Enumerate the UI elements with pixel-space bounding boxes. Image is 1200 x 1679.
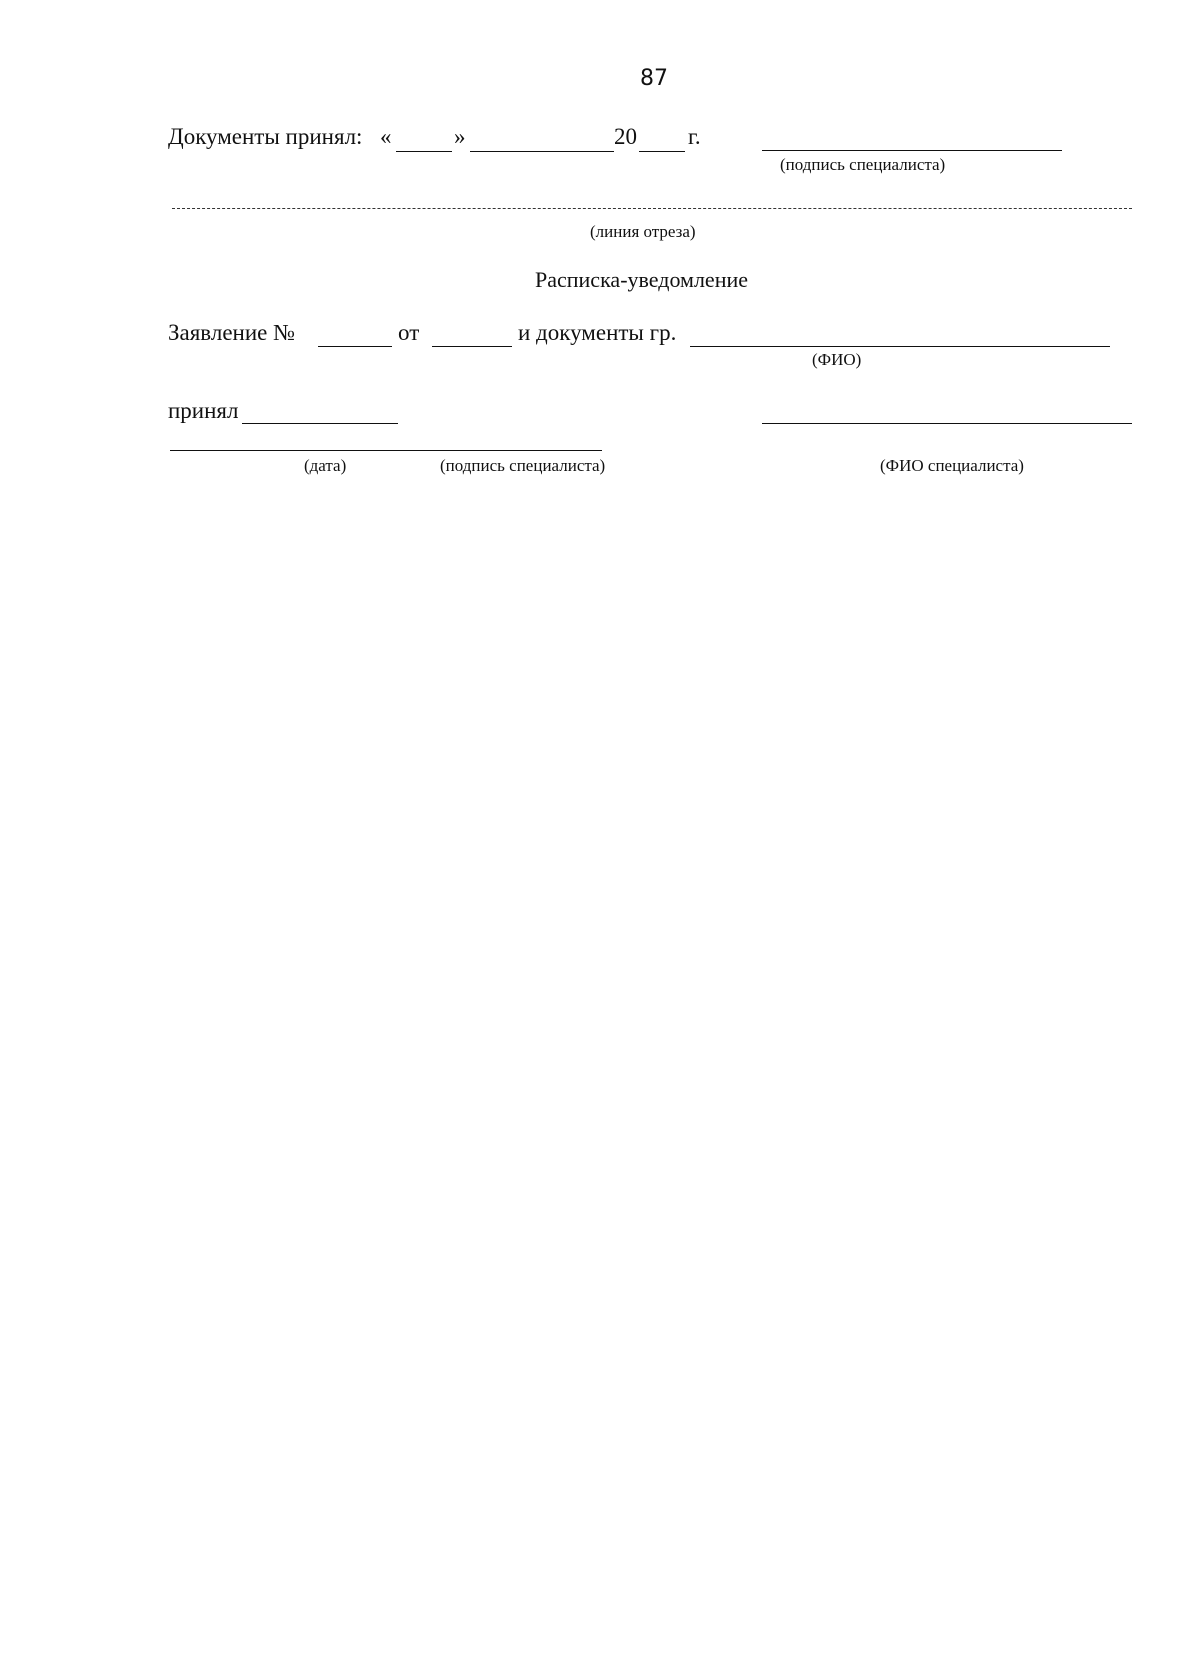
specialist-signature-line[interactable] bbox=[170, 450, 602, 451]
day-field[interactable] bbox=[396, 151, 452, 152]
month-field[interactable] bbox=[470, 151, 614, 152]
citizen-fio-field[interactable] bbox=[690, 346, 1110, 347]
year-prefix: 20 bbox=[614, 124, 637, 149]
accepted-by-label: принял bbox=[168, 398, 239, 423]
receipt-signature-caption: (подпись специалиста) bbox=[440, 456, 606, 475]
accepted-date-field[interactable] bbox=[242, 423, 398, 424]
documents-accepted-label: Документы принял: bbox=[168, 124, 363, 149]
cut-line-caption: (линия отреза) bbox=[590, 222, 696, 241]
close-quote: » bbox=[454, 124, 466, 149]
application-number-field[interactable] bbox=[318, 346, 392, 347]
specialist-signature-field[interactable] bbox=[762, 150, 1062, 151]
specialist-fio-field[interactable] bbox=[762, 423, 1132, 424]
application-date-field[interactable] bbox=[432, 346, 512, 347]
open-quote: « bbox=[380, 124, 392, 149]
specialist-signature-caption: (подпись специалиста) bbox=[780, 155, 946, 174]
specialist-fio-caption: (ФИО специалиста) bbox=[880, 456, 1024, 475]
receipt-title: Расписка-уведомление bbox=[535, 267, 749, 292]
page-number: 87 bbox=[640, 66, 668, 91]
date-caption: (дата) bbox=[304, 456, 347, 475]
year-field[interactable] bbox=[639, 151, 685, 152]
documents-citizen-label: и документы гр. bbox=[518, 320, 677, 345]
year-suffix: г. bbox=[688, 124, 701, 149]
application-label: Заявление № bbox=[168, 320, 296, 345]
fio-caption: (ФИО) bbox=[812, 350, 862, 369]
from-label: от bbox=[398, 320, 420, 345]
cut-line bbox=[172, 208, 1132, 209]
